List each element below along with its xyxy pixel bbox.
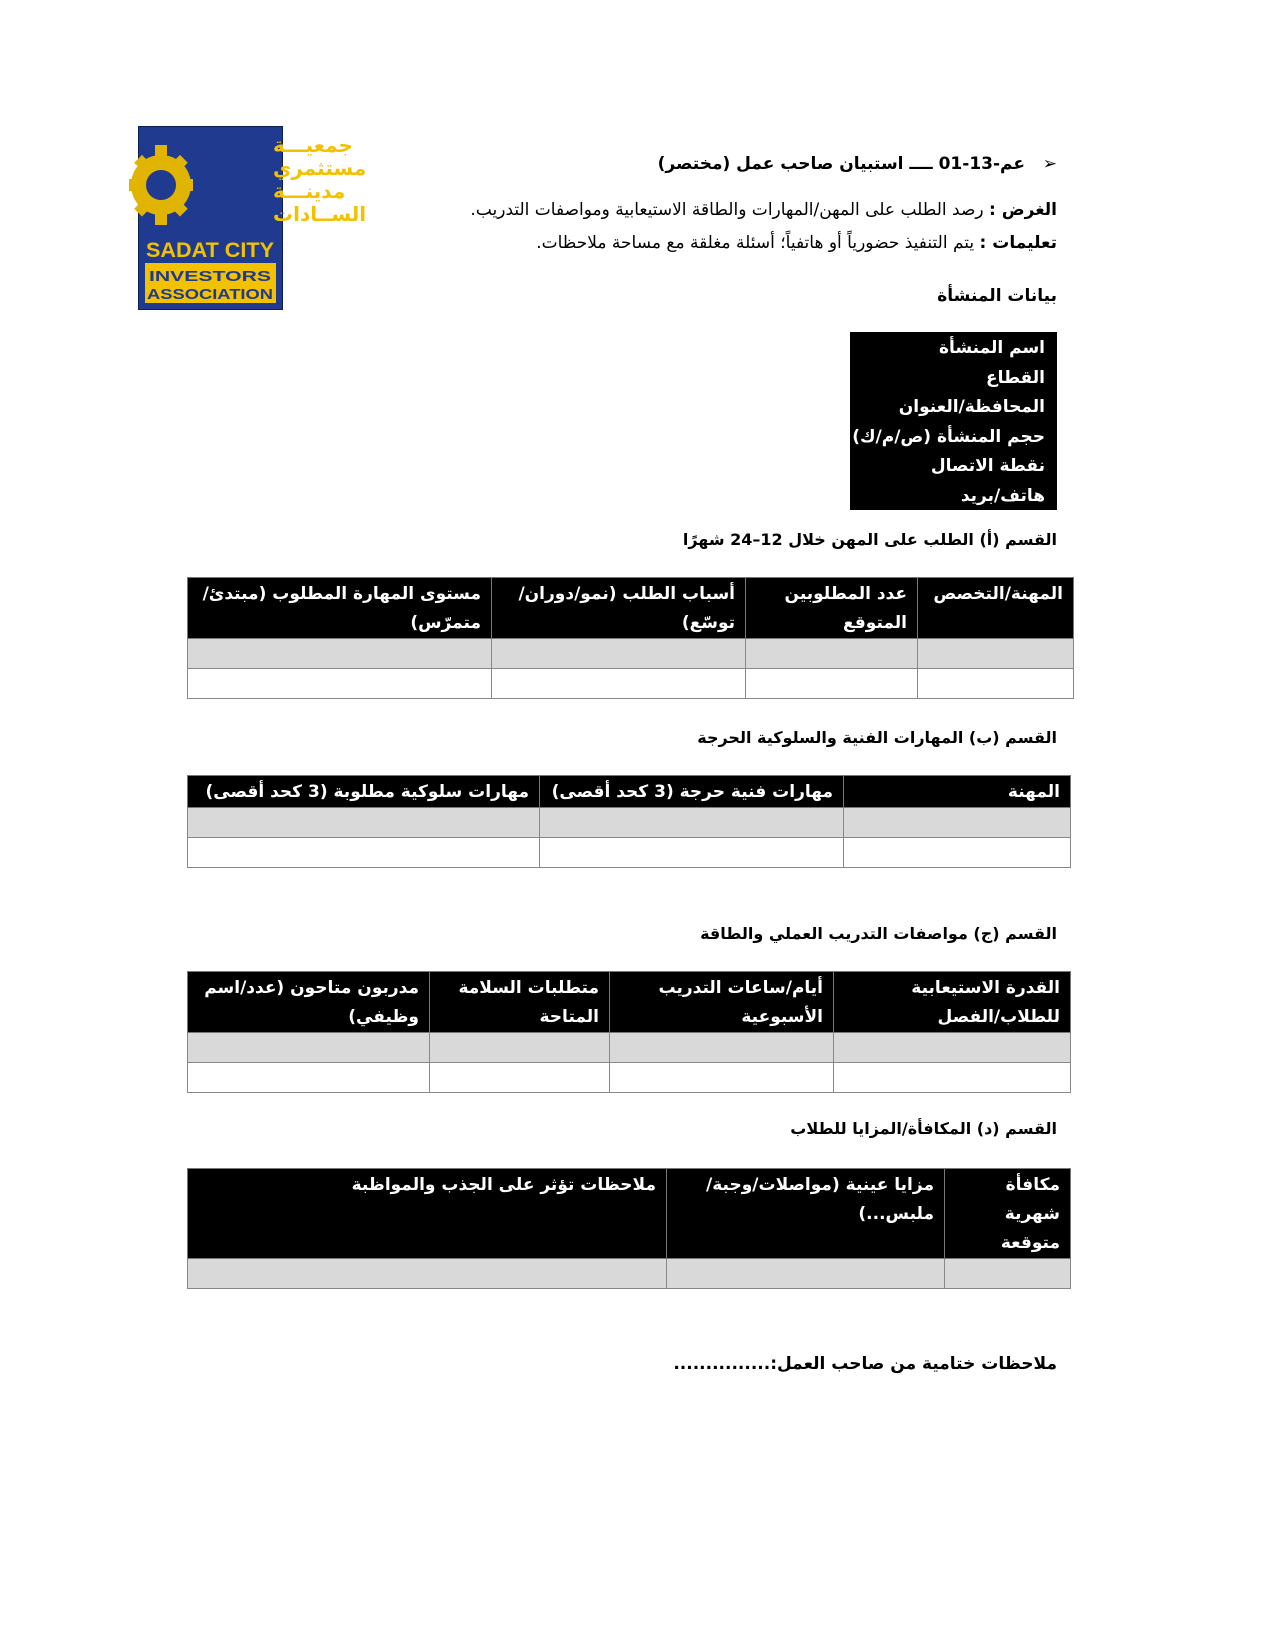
- header-cell: مدربون متاحون (عدد/اسم وظيفي): [188, 972, 430, 1033]
- section-b-heading: القسم (ب) المهارات الفنية والسلوكية الحرجة: [697, 728, 1057, 747]
- input-cell[interactable]: [610, 1033, 834, 1063]
- page-title: [658, 152, 1057, 176]
- input-cell[interactable]: [492, 639, 746, 669]
- input-cell[interactable]: [667, 1259, 945, 1289]
- input-cell[interactable]: [918, 669, 1074, 699]
- section-b-table: [187, 775, 1071, 868]
- header-cell: المهنة/التخصص: [918, 578, 1074, 639]
- section-c-table: [187, 971, 1071, 1093]
- association-logo: [138, 126, 367, 310]
- input-cell[interactable]: [188, 669, 492, 699]
- purpose-label: الغرض :: [989, 200, 1057, 220]
- header-cell: مزايا عينية (مواصلات/وجبة/ملبس...): [667, 1169, 945, 1259]
- header-cell: مهارات فنية حرجة (3 كحد أقصى): [540, 776, 844, 808]
- input-cell[interactable]: [834, 1033, 1071, 1063]
- closing-notes[interactable]: ملاحظات ختامية من صاحب العمل:...............: [673, 1354, 1057, 1374]
- input-cell[interactable]: [918, 639, 1074, 669]
- input-cell[interactable]: [188, 808, 540, 838]
- input-cell[interactable]: [430, 1063, 610, 1093]
- logo-arabic-line: مدينـــة: [273, 179, 346, 203]
- title-text: عم-13-01 ــــ استبيان صاحب عمل (مختصر): [657, 154, 1025, 174]
- input-cell[interactable]: [188, 639, 492, 669]
- field-label: هاتف/بريد: [960, 485, 1045, 506]
- input-cell[interactable]: [540, 838, 844, 868]
- header-cell: متطلبات السلامة المتاحة: [430, 972, 610, 1033]
- section-d-heading: القسم (د) المكافأة/المزايا للطلاب: [790, 1119, 1057, 1138]
- logo-arabic-line: مستثمري: [273, 156, 367, 180]
- input-cell[interactable]: [746, 639, 918, 669]
- input-cell[interactable]: [430, 1033, 610, 1063]
- field-label: القطاع: [985, 367, 1045, 388]
- input-cell[interactable]: [746, 669, 918, 699]
- header-cell: عدد المطلوبين المتوقع: [746, 578, 918, 639]
- header-cell: القدرة الاستيعابية للطلاب/الفصل: [834, 972, 1071, 1033]
- field-label: المحافظة/العنوان: [898, 397, 1045, 417]
- header-cell: مستوى المهارة المطلوب (مبتدئ/متمرّس): [188, 578, 492, 639]
- instructions-label: تعليمات :: [979, 233, 1057, 253]
- header-cell: ملاحظات تؤثر على الجذب والمواظبة: [188, 1169, 667, 1259]
- header-cell: أسباب الطلب (نمو/دوران/توسّع): [492, 578, 746, 639]
- input-cell[interactable]: [188, 1259, 667, 1289]
- logo-arabic-line: الســادات: [273, 202, 367, 226]
- input-cell[interactable]: [540, 808, 844, 838]
- input-cell[interactable]: [834, 1063, 1071, 1093]
- instructions-text: يتم التنفيذ حضورياً أو هاتفياً؛ أسئلة مغلقة مع مساحة ملاحظات.: [536, 233, 975, 253]
- field-label: اسم المنشأة: [938, 338, 1045, 358]
- input-cell[interactable]: [610, 1063, 834, 1093]
- establishment-heading: بيانات المنشأة: [937, 286, 1057, 306]
- logo-english-name: SADAT CITY: [146, 239, 274, 262]
- field-label: نقطة الاتصال: [930, 456, 1045, 476]
- establishment-fields-box: [850, 332, 1057, 510]
- purpose-line: [470, 198, 1057, 222]
- section-d-table: [187, 1168, 1071, 1289]
- field-label: حجم المنشأة (ص/م/ك): [852, 426, 1045, 447]
- section-a-heading: القسم (أ) الطلب على المهن خلال 12–24 شهرًا: [682, 530, 1057, 549]
- section-a-table: [187, 577, 1074, 699]
- logo-arabic-line: جمعيـــة: [273, 133, 353, 157]
- input-cell[interactable]: [188, 838, 540, 868]
- input-cell[interactable]: [188, 1063, 430, 1093]
- header-cell: المهنة: [844, 776, 1071, 808]
- header-cell: مهارات سلوكية مطلوبة (3 كحد أقصى): [188, 776, 540, 808]
- bullet-arrow-icon: ➢: [1042, 154, 1057, 174]
- header-cell: أيام/ساعات التدريب الأسبوعية: [610, 972, 834, 1033]
- input-cell[interactable]: [945, 1259, 1071, 1289]
- section-c-heading: القسم (ج) مواصفات التدريب العملي والطاقة: [700, 924, 1057, 943]
- logo-english-sub: INVESTORS: [149, 268, 271, 285]
- input-cell[interactable]: [188, 1033, 430, 1063]
- instructions-line: [536, 231, 1057, 255]
- input-cell[interactable]: [844, 838, 1071, 868]
- input-cell[interactable]: [844, 808, 1071, 838]
- input-cell[interactable]: [492, 669, 746, 699]
- logo-english-sub: ASSOCIATION: [147, 286, 273, 303]
- purpose-text: رصد الطلب على المهن/المهارات والطاقة الاستيعابية ومواصفات التدريب.: [470, 200, 984, 220]
- header-cell: مكافأة شهرية متوقعة: [945, 1169, 1071, 1259]
